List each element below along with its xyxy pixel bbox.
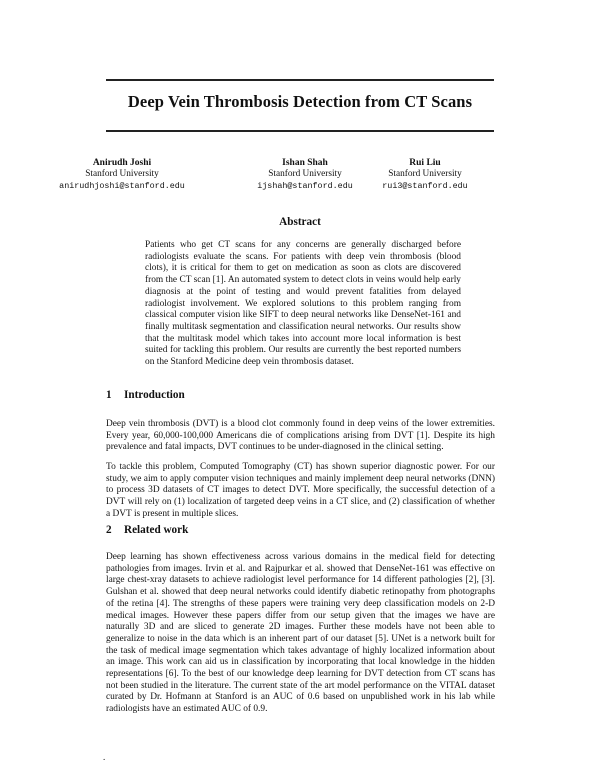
section-title: Related work [124, 524, 189, 536]
title-bottom-rule [106, 130, 494, 132]
paper-title: Deep Vein Thrombosis Detection from CT Scans [127, 92, 473, 111]
author-name: Anirudh Joshi [92, 158, 152, 168]
abstract-heading: Abstract [279, 216, 321, 228]
section-title: Introduction [124, 389, 185, 401]
section-number: 1 [106, 389, 112, 401]
author-email: rui3@stanford.edu [382, 180, 468, 191]
section-heading-related-work [106, 524, 188, 536]
abstract-body: Patients who get CT scans for any concerns are generally discharged before radiologists evaluate the scans. For patients with deep vein thrombosis (blood clots), it is critical for them to get on medication as soon as clots are discovered from the CT scan [1]. An automated system to detect clots in veins would help early diagnosis at the point of testing and would prevent fatalities from delayed radiologist involvement. We explored solutions to this problem ranging from classical computer vision like SIFT to deep neural networks like DenseNet-161 and finally multitask segmentation and classification neural networks. Our results show that the multitask model which takes into account more local information is best suited for tackling this problem. Our results are currently the best reported numbers on the Stanford Medicine deep vein thrombosis dataset. [145, 240, 461, 368]
footer-mark: . [103, 752, 106, 762]
author-affiliation: Stanford University [268, 169, 342, 179]
author-email: anirudhjoshi@stanford.edu [59, 180, 185, 191]
author-affiliation: Stanford University [85, 169, 159, 179]
introduction-paragraph-1: Deep vein thrombosis (DVT) is a blood clot commonly found in deep veins of the lower extremities. Every year, 60,000-100,000 Americans die of complications arising from DVT [1]. Despite its high prevalence and fatal impacts, DVT continues to be under-diagnosed in the clinical setting. [106, 419, 495, 453]
author-3 [345, 157, 505, 192]
author-1 [42, 157, 202, 192]
related-work-paragraph-1: Deep learning has shown effectiveness across various domains in the medical field for detecting pathologies from images. Irvin et al. and Rajpurkar et al. showed that DenseNet-161 was effective on large chest-xray datasets to achieve radiologist level performance for 14 different pathologies [2], [3]. Gulshan et al. showed that deep neural networks could identify diabetic retinopathy from photographs of the retina [4]. The strengths of these papers were training very deep classification models on 2-D medical images. However these papers differ from our setup given that the images we have are naturally 3D and are sliced to generate 2D images. Further these models have not been able to generalize to noise in the data which is an inherent part of our dataset [5]. UNet is a network built for the task of medical image segmentation which takes advantage of highly localized information about an image. This work can aid us in classification by incorporating that local knowledge in the hidden representations [6]. To the best of our knowledge deep learning for DVT detection from CT scans has not been studied in the literature. The current state of the art model performance on the VITAL dataset curated by Dr. Hofmann at Stanford is an AUC of 0.6 based on unpublished work in his lab while radiologists have an estimated AUC of 0.9. [106, 552, 495, 715]
title-top-rule [106, 79, 494, 81]
author-block [59, 157, 500, 197]
section-heading-introduction [106, 389, 185, 401]
introduction-paragraph-2: To tackle this problem, Computed Tomography (CT) has shown superior diagnostic power. For our study, we aim to apply computer vision techniques and mainly implement deep neural networks (DNN) to process 3D datasets of CT images to detect DVT. More specifically, the successful detection of a DVT will rely on (1) localization of targeted deep veins in a CT slice, and (2) classification of whether a DVT is present in multiple slices. [106, 462, 495, 519]
author-affiliation: Stanford University [388, 169, 462, 179]
author-name: Ishan Shah [282, 158, 328, 168]
author-email: ijshah@stanford.edu [257, 180, 353, 191]
author-name: Rui Liu [409, 158, 441, 168]
section-number: 2 [106, 524, 112, 536]
